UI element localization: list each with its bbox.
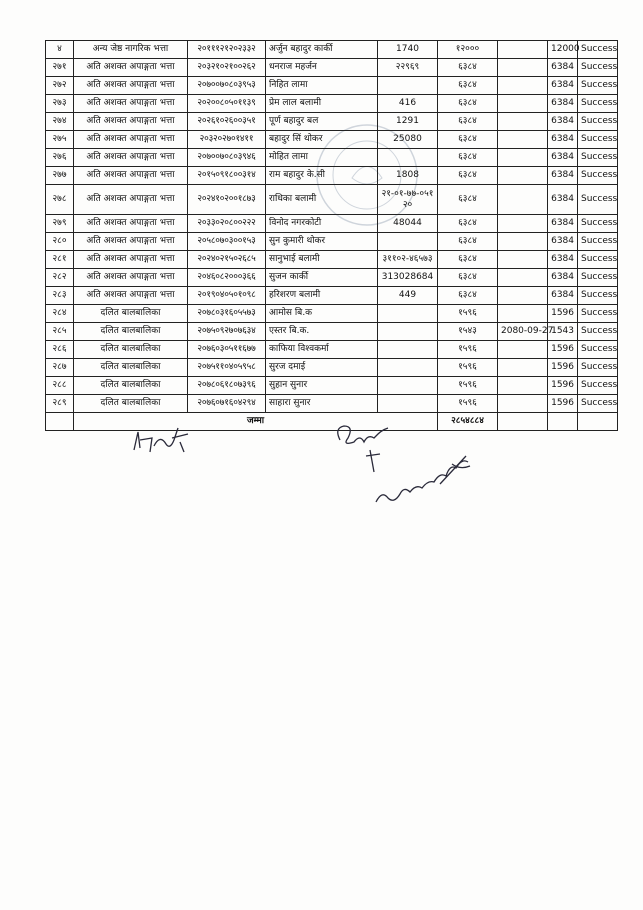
allowance-category: अति अशक्त अपाङ्गता भत्ता [74,215,188,233]
table-row [46,77,618,95]
payment-status: Success [578,305,618,323]
table-row [46,377,618,395]
table-row [46,323,618,341]
allowance-amount: ६३८४ [438,95,498,113]
table-row [46,59,618,77]
citizenship-number [378,377,438,395]
serial-number: २७६ [46,149,74,167]
ledger-body [46,41,618,413]
beneficiary-name: प्रेम लाल बलामी [266,95,378,113]
beneficiary-id: २०७६०३०५११६७७ [188,341,266,359]
beneficiary-id: २०२४१०२००१८७३ [188,185,266,215]
payment-date [498,149,548,167]
payment-ledger-table [45,40,618,431]
allowance-amount: १५९६ [438,305,498,323]
allowance-category: दलित बालबालिका [74,377,188,395]
beneficiary-id: २०२४०२१५०२६८५ [188,251,266,269]
citizenship-number: 1808 [378,167,438,185]
table-row [46,251,618,269]
beneficiary-name: हरिशरण बलामी [266,287,378,305]
allowance-amount: ६३८४ [438,251,498,269]
payment-date [498,215,548,233]
serial-number: २७५ [46,131,74,149]
paid-amount: 12000 [548,41,578,59]
serial-number: २७१ [46,59,74,77]
allowance-category: दलित बालबालिका [74,341,188,359]
allowance-category: दलित बालबालिका [74,359,188,377]
allowance-category: अति अशक्त अपाङ्गता भत्ता [74,149,188,167]
payment-status: Success [578,167,618,185]
payment-status: Success [578,215,618,233]
payment-date [498,41,548,59]
payment-date [498,233,548,251]
payment-date [498,95,548,113]
serial-number: २८७ [46,359,74,377]
paid-amount: 1596 [548,305,578,323]
allowance-amount: १२००० [438,41,498,59]
payment-date [498,167,548,185]
citizenship-number [378,395,438,413]
paid-amount: 1596 [548,341,578,359]
payment-status: Success [578,323,618,341]
total-value: २८५४८८४ [438,413,498,431]
allowance-amount: १५९६ [438,341,498,359]
payment-status: Success [578,377,618,395]
serial-number: २८२ [46,269,74,287]
payment-status: Success [578,149,618,167]
serial-number: २८६ [46,341,74,359]
payment-date [498,287,548,305]
beneficiary-id: २०७८०३१६०५५७३ [188,305,266,323]
paid-amount: 6384 [548,215,578,233]
paid-amount: 1543 [548,323,578,341]
beneficiary-name: आमोस बि.क [266,305,378,323]
allowance-category: अति अशक्त अपाङ्गता भत्ता [74,167,188,185]
beneficiary-name: एस्तर बि.क. [266,323,378,341]
paid-amount: 6384 [548,185,578,215]
serial-number: २७३ [46,95,74,113]
payment-status: Success [578,95,618,113]
serial-number: २७४ [46,113,74,131]
payment-status: Success [578,287,618,305]
payment-status: Success [578,359,618,377]
payment-status: Success [578,113,618,131]
payment-date [498,59,548,77]
citizenship-number: 1291 [378,113,438,131]
beneficiary-id: २०७५०९२७०७६३४ [188,323,266,341]
serial-number: २८९ [46,395,74,413]
allowance-category: दलित बालबालिका [74,323,188,341]
beneficiary-name: सुन कुमारी थोकर [266,233,378,251]
payment-status: Success [578,41,618,59]
citizenship-number: 25080 [378,131,438,149]
payment-status: Success [578,131,618,149]
beneficiary-id: २०७००७०८०३९४६ [188,149,266,167]
citizenship-number: २२९६९ [378,59,438,77]
paid-amount: 6384 [548,77,578,95]
paid-amount: 6384 [548,149,578,167]
payment-status: Success [578,185,618,215]
citizenship-number [378,341,438,359]
total-row [46,413,618,431]
allowance-category: अति अशक्त अपाङ्गता भत्ता [74,233,188,251]
table-row [46,395,618,413]
payment-date [498,113,548,131]
citizenship-number: ३११०२-४६५७३ [378,251,438,269]
beneficiary-id: २०१५०९१८००३१४ [188,167,266,185]
allowance-amount: १५९६ [438,359,498,377]
allowance-amount: ६३८४ [438,287,498,305]
payment-date [498,359,548,377]
payment-status: Success [578,59,618,77]
table-row [46,41,618,59]
allowance-category: अति अशक्त अपाङ्गता भत्ता [74,185,188,215]
paid-amount: 1596 [548,377,578,395]
allowance-category: अति अशक्त अपाङ्गता भत्ता [74,131,188,149]
allowance-category: अति अशक्त अपाङ्गता भत्ता [74,59,188,77]
beneficiary-id: २०५८०७०३००१५३ [188,233,266,251]
beneficiary-name: सानुभाई बलामी [266,251,378,269]
paid-amount: 6384 [548,287,578,305]
serial-number: २८१ [46,251,74,269]
payment-status: Success [578,269,618,287]
serial-number: २७८ [46,185,74,215]
payment-date [498,341,548,359]
payment-status: Success [578,341,618,359]
serial-number: २८५ [46,323,74,341]
serial-number: ४ [46,41,74,59]
beneficiary-name: बहादुर सिं थोकर [266,131,378,149]
serial-number: २८३ [46,287,74,305]
table-row [46,341,618,359]
beneficiary-name: मोहित लामा [266,149,378,167]
beneficiary-id: २०१९०४०५०१०९८ [188,287,266,305]
beneficiary-name: साहारा सुनार [266,395,378,413]
payment-date [498,251,548,269]
citizenship-number [378,305,438,323]
beneficiary-name: निहित लामा [266,77,378,95]
serial-number: २७७ [46,167,74,185]
payment-status: Success [578,395,618,413]
table-row [46,233,618,251]
allowance-amount: १५९६ [438,377,498,395]
allowance-amount: ६३८४ [438,59,498,77]
paid-amount: 1596 [548,395,578,413]
allowance-category: अन्य जेष्ठ नागरिक भत्ता [74,41,188,59]
table-row [46,131,618,149]
beneficiary-name: सुजन कार्की [266,269,378,287]
table-row [46,149,618,167]
allowance-amount: ६३८४ [438,149,498,167]
table-row [46,269,618,287]
payment-date [498,377,548,395]
allowance-category: अति अशक्त अपाङ्गता भत्ता [74,95,188,113]
citizenship-number: 416 [378,95,438,113]
payment-date [498,395,548,413]
total-label: जम्मा [74,413,438,431]
beneficiary-name: राम बहादुर के.सी [266,167,378,185]
payment-date [498,269,548,287]
beneficiary-name: राधिका बलामी [266,185,378,215]
allowance-category: अति अशक्त अपाङ्गता भत्ता [74,113,188,131]
allowance-amount: ६३८४ [438,167,498,185]
serial-number: २८४ [46,305,74,323]
payment-status: Success [578,251,618,269]
beneficiary-name: काफिया विश्वकर्मा [266,341,378,359]
allowance-amount: ६३८४ [438,113,498,131]
signature-3 [370,450,480,510]
citizenship-number [378,359,438,377]
beneficiary-id: २०३३०२०८००२२२ [188,215,266,233]
allowance-amount: ६३८४ [438,215,498,233]
table-row [46,113,618,131]
serial-number: २७९ [46,215,74,233]
beneficiary-id: २०४६०८२०००३६६ [188,269,266,287]
beneficiary-id: २०१११२१२०२३३२ [188,41,266,59]
citizenship-number: २१-०१-७७-०५१२० [378,185,438,215]
citizenship-number: 1740 [378,41,438,59]
paid-amount: 6384 [548,233,578,251]
payment-date [498,305,548,323]
beneficiary-id: २०३२०२७०१४११ [188,131,266,149]
beneficiary-id: २०७००७०८०३९५३ [188,77,266,95]
beneficiary-id: २०७८०६१८०७३९६ [188,377,266,395]
paid-amount: 6384 [548,131,578,149]
citizenship-number: 313028684 [378,269,438,287]
allowance-amount: ६३८४ [438,233,498,251]
allowance-amount: १५४३ [438,323,498,341]
beneficiary-name: धनराज महर्जन [266,59,378,77]
beneficiary-id: २०७६०७१६०४२९४ [188,395,266,413]
citizenship-number [378,77,438,95]
beneficiary-name: विनोद नगरकोटी [266,215,378,233]
paid-amount: 1596 [548,359,578,377]
paid-amount: 6384 [548,95,578,113]
citizenship-number [378,323,438,341]
payment-status: Success [578,77,618,95]
allowance-category: अति अशक्त अपाङ्गता भत्ता [74,251,188,269]
beneficiary-name: सुरज दमाई [266,359,378,377]
beneficiary-id: २०२००८०५०११३९ [188,95,266,113]
serial-number: २७२ [46,77,74,95]
payment-date: 2080-09-27 [498,323,548,341]
table-row [46,167,618,185]
allowance-amount: ६३८४ [438,269,498,287]
table-row [46,305,618,323]
payment-date [498,77,548,95]
serial-number: २८८ [46,377,74,395]
allowance-amount: ६३८४ [438,77,498,95]
table-row [46,185,618,215]
citizenship-number: 48044 [378,215,438,233]
allowance-category: अति अशक्त अपाङ्गता भत्ता [74,269,188,287]
table-row [46,95,618,113]
paid-amount: 6384 [548,269,578,287]
allowance-category: दलित बालबालिका [74,305,188,323]
allowance-category: अति अशक्त अपाङ्गता भत्ता [74,77,188,95]
beneficiary-id: २०३२१०२१००२६२ [188,59,266,77]
table-row [46,215,618,233]
beneficiary-id: २०२६१०२६००३५१ [188,113,266,131]
allowance-category: दलित बालबालिका [74,395,188,413]
beneficiary-name: सुहान सुनार [266,377,378,395]
paid-amount: 6384 [548,113,578,131]
beneficiary-name: अर्जुन बहादुर कार्की [266,41,378,59]
allowance-amount: ६३८४ [438,185,498,215]
serial-number: २८० [46,233,74,251]
payment-date [498,185,548,215]
paid-amount: 6384 [548,59,578,77]
payment-status: Success [578,233,618,251]
paid-amount: 6384 [548,167,578,185]
citizenship-number [378,233,438,251]
table-row [46,287,618,305]
allowance-amount: १५९६ [438,395,498,413]
paid-amount: 6384 [548,251,578,269]
citizenship-number: 449 [378,287,438,305]
allowance-amount: ६३८४ [438,131,498,149]
allowance-category: अति अशक्त अपाङ्गता भत्ता [74,287,188,305]
beneficiary-id: २०७५११०४०५९५८ [188,359,266,377]
citizenship-number [378,149,438,167]
table-row [46,359,618,377]
payment-date [498,131,548,149]
beneficiary-name: पूर्ण बहादुर बल [266,113,378,131]
